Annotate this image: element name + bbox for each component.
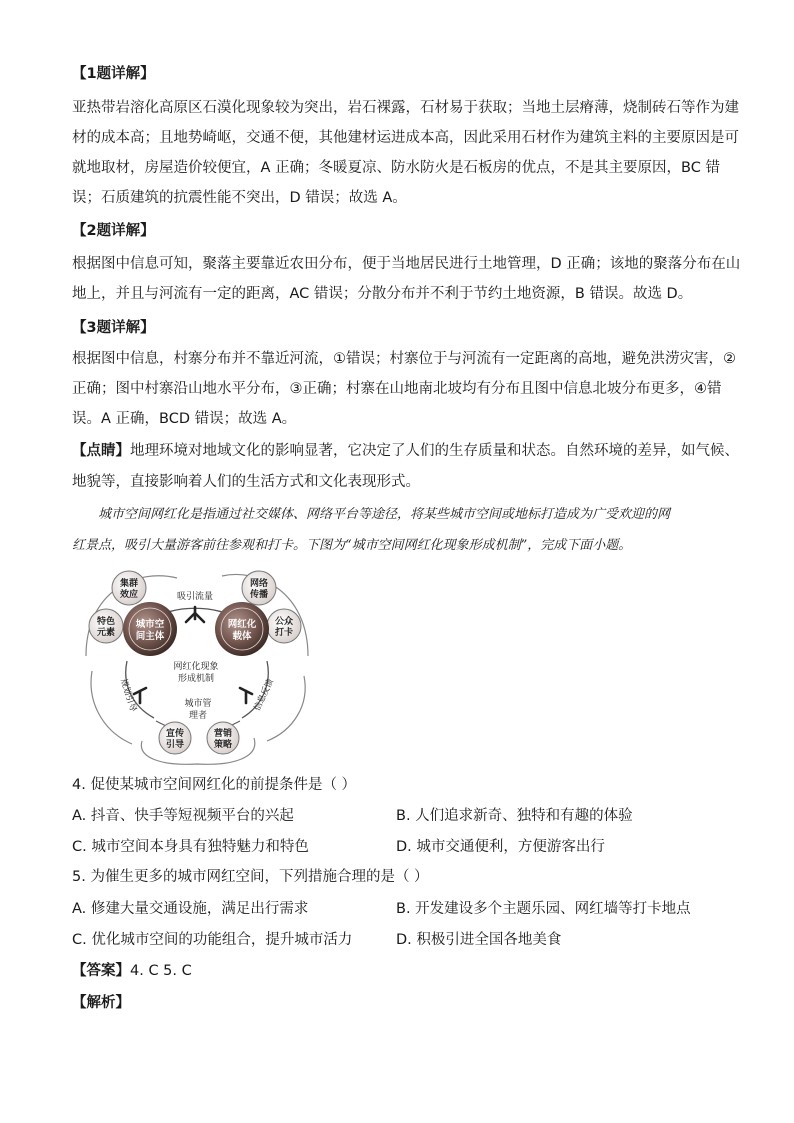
svg-text:引导: 引导: [165, 740, 185, 750]
satellite-jiqun: [112, 571, 146, 605]
q5-option-d[interactable]: D. 积极引进全国各地美食: [396, 932, 562, 948]
analysis-label: 【解析】: [72, 995, 130, 1011]
q1-line-4: 误；石质建筑的抗震性能不突出，D 错误；故选 A。: [72, 190, 407, 206]
manager-label-1: 城市管: [184, 699, 212, 709]
left-main-node: [123, 602, 177, 656]
q2-line-1: 根据图中信息可知，聚落主要靠近农田分布，便于当地居民进行土地管理，D 正确；该地的聚落分布在山: [72, 256, 741, 272]
q1-line-3: 就地取材，房屋造价较便宜，A 正确；冬暖夏凉、防水防火是石板房的优点，不是其主要原因，BC 错: [72, 160, 720, 176]
q5-option-b[interactable]: B. 开发建设多个主题乐园、网红墙等打卡地点: [396, 901, 691, 917]
question-4-stem: 4. 促使某城市空间网红化的前提条件是（ ）: [72, 777, 357, 793]
svg-text:营销: 营销: [213, 729, 233, 739]
q4-option-a[interactable]: A. 抖音、快手等短视频平台的兴起: [72, 808, 294, 824]
svg-text:城市空: 城市空: [135, 619, 165, 630]
q5-option-c[interactable]: C. 优化城市空间的功能组合，提升城市活力: [72, 932, 353, 948]
svg-text:集群: 集群: [119, 579, 139, 589]
satellite-gongzhong: [267, 609, 301, 643]
q1-heading: 【1题详解】: [72, 66, 155, 82]
intro-line-2: 红景点，吸引大量游客前往参观和打卡。下图为“城市空间网红化现象形成机制”，完成下面小题。: [72, 538, 632, 553]
answer-label: 【答案】: [72, 963, 130, 979]
satellite-xuanchuan: [159, 722, 191, 754]
q1-line-1: 亚热带岩溶化高原区石漠化现象较为突出，岩石裸露，石材易于获取；当地土层瘠薄，烧制砖石等作为建: [72, 100, 739, 116]
right-main-node: [215, 602, 269, 656]
center-label-2: 形成机制: [177, 674, 215, 684]
svg-text:策略: 策略: [213, 740, 233, 750]
answer-text: 4. C 5. C: [130, 963, 192, 979]
svg-text:效应: 效应: [119, 590, 139, 600]
svg-text:间主体: 间主体: [135, 631, 165, 642]
tip-line-2: 地貌等，直接影响着人们的生活方式和文化表现形式。: [72, 474, 420, 490]
svg-text:传播: 传播: [249, 590, 269, 600]
svg-text:网红化: 网红化: [227, 619, 257, 630]
arrow-label-right: 信息反馈: [252, 677, 276, 713]
manager-label-2: 理者: [188, 711, 208, 721]
satellite-tese: [89, 609, 123, 643]
svg-text:网络: 网络: [249, 579, 269, 589]
q4-option-d[interactable]: D. 城市交通便利，方便游客出行: [396, 839, 605, 855]
question-5-stem: 5. 为催生更多的城市网红空间，下列措施合理的是（ ）: [72, 869, 429, 885]
q2-heading: 【2题详解】: [72, 223, 155, 239]
q5-option-a[interactable]: A. 修建大量交通设施，满足出行需求: [72, 901, 309, 917]
q3-heading: 【3题详解】: [72, 320, 155, 336]
center-label-1: 网红化现象: [173, 662, 219, 672]
svg-text:宣传: 宣传: [165, 729, 185, 739]
tip-paragraph: [72, 441, 739, 461]
arrow-label-left: 规划引导: [117, 677, 138, 714]
svg-text:公众: 公众: [274, 617, 294, 627]
tip-label: 【点睛】: [72, 443, 130, 459]
mechanism-diagram: [82, 566, 312, 766]
q3-line-1: 根据图中信息，村寨分布并不靠近河流，①错误；村寨位于与河流有一定距离的高地，避免洪涝灾害，②: [72, 351, 736, 367]
svg-text:特色: 特色: [96, 617, 116, 627]
satellite-wangluo: [242, 571, 276, 605]
q4-option-b[interactable]: B. 人们追求新奇、独特和有趣的体验: [396, 808, 633, 824]
q2-line-2: 地上，并且与河流有一定的距离，AC 错误；分散分布并不利于节约土地资源，B 错误。故选 D。: [72, 286, 693, 302]
arrow-label-top: 吸引流量: [176, 592, 214, 602]
svg-text:打卡: 打卡: [274, 628, 294, 638]
q4-option-c[interactable]: C. 城市空间本身具有独特魅力和特色: [72, 839, 309, 855]
svg-text:元素: 元素: [96, 628, 116, 638]
tip-line-1: 地理环境对地域文化的影响显著，它决定了人们的生存质量和状态。自然环境的差异，如气候、: [130, 443, 739, 459]
answer-line: [72, 961, 192, 981]
intro-line-1: 城市空间网红化是指通过社交媒体、网络平台等途径，将某些城市空间或地标打造成为广受欢迎的网: [98, 507, 671, 522]
q3-line-3: 误。A 正确，BCD 错误；故选 A。: [72, 411, 297, 427]
q3-line-2: 正确；图中村寨沿山地水平分布，③正确；村寨在山地南北坡均有分布且图中信息北坡分布更多，④错: [72, 381, 722, 397]
satellite-yingxiao: [207, 722, 239, 754]
q1-line-2: 材的成本高；且地势崎岖，交通不便，其他建材运进成本高，因此采用石材作为建筑主料的主要原因是可: [72, 130, 739, 146]
svg-text:载体: 载体: [232, 631, 252, 642]
